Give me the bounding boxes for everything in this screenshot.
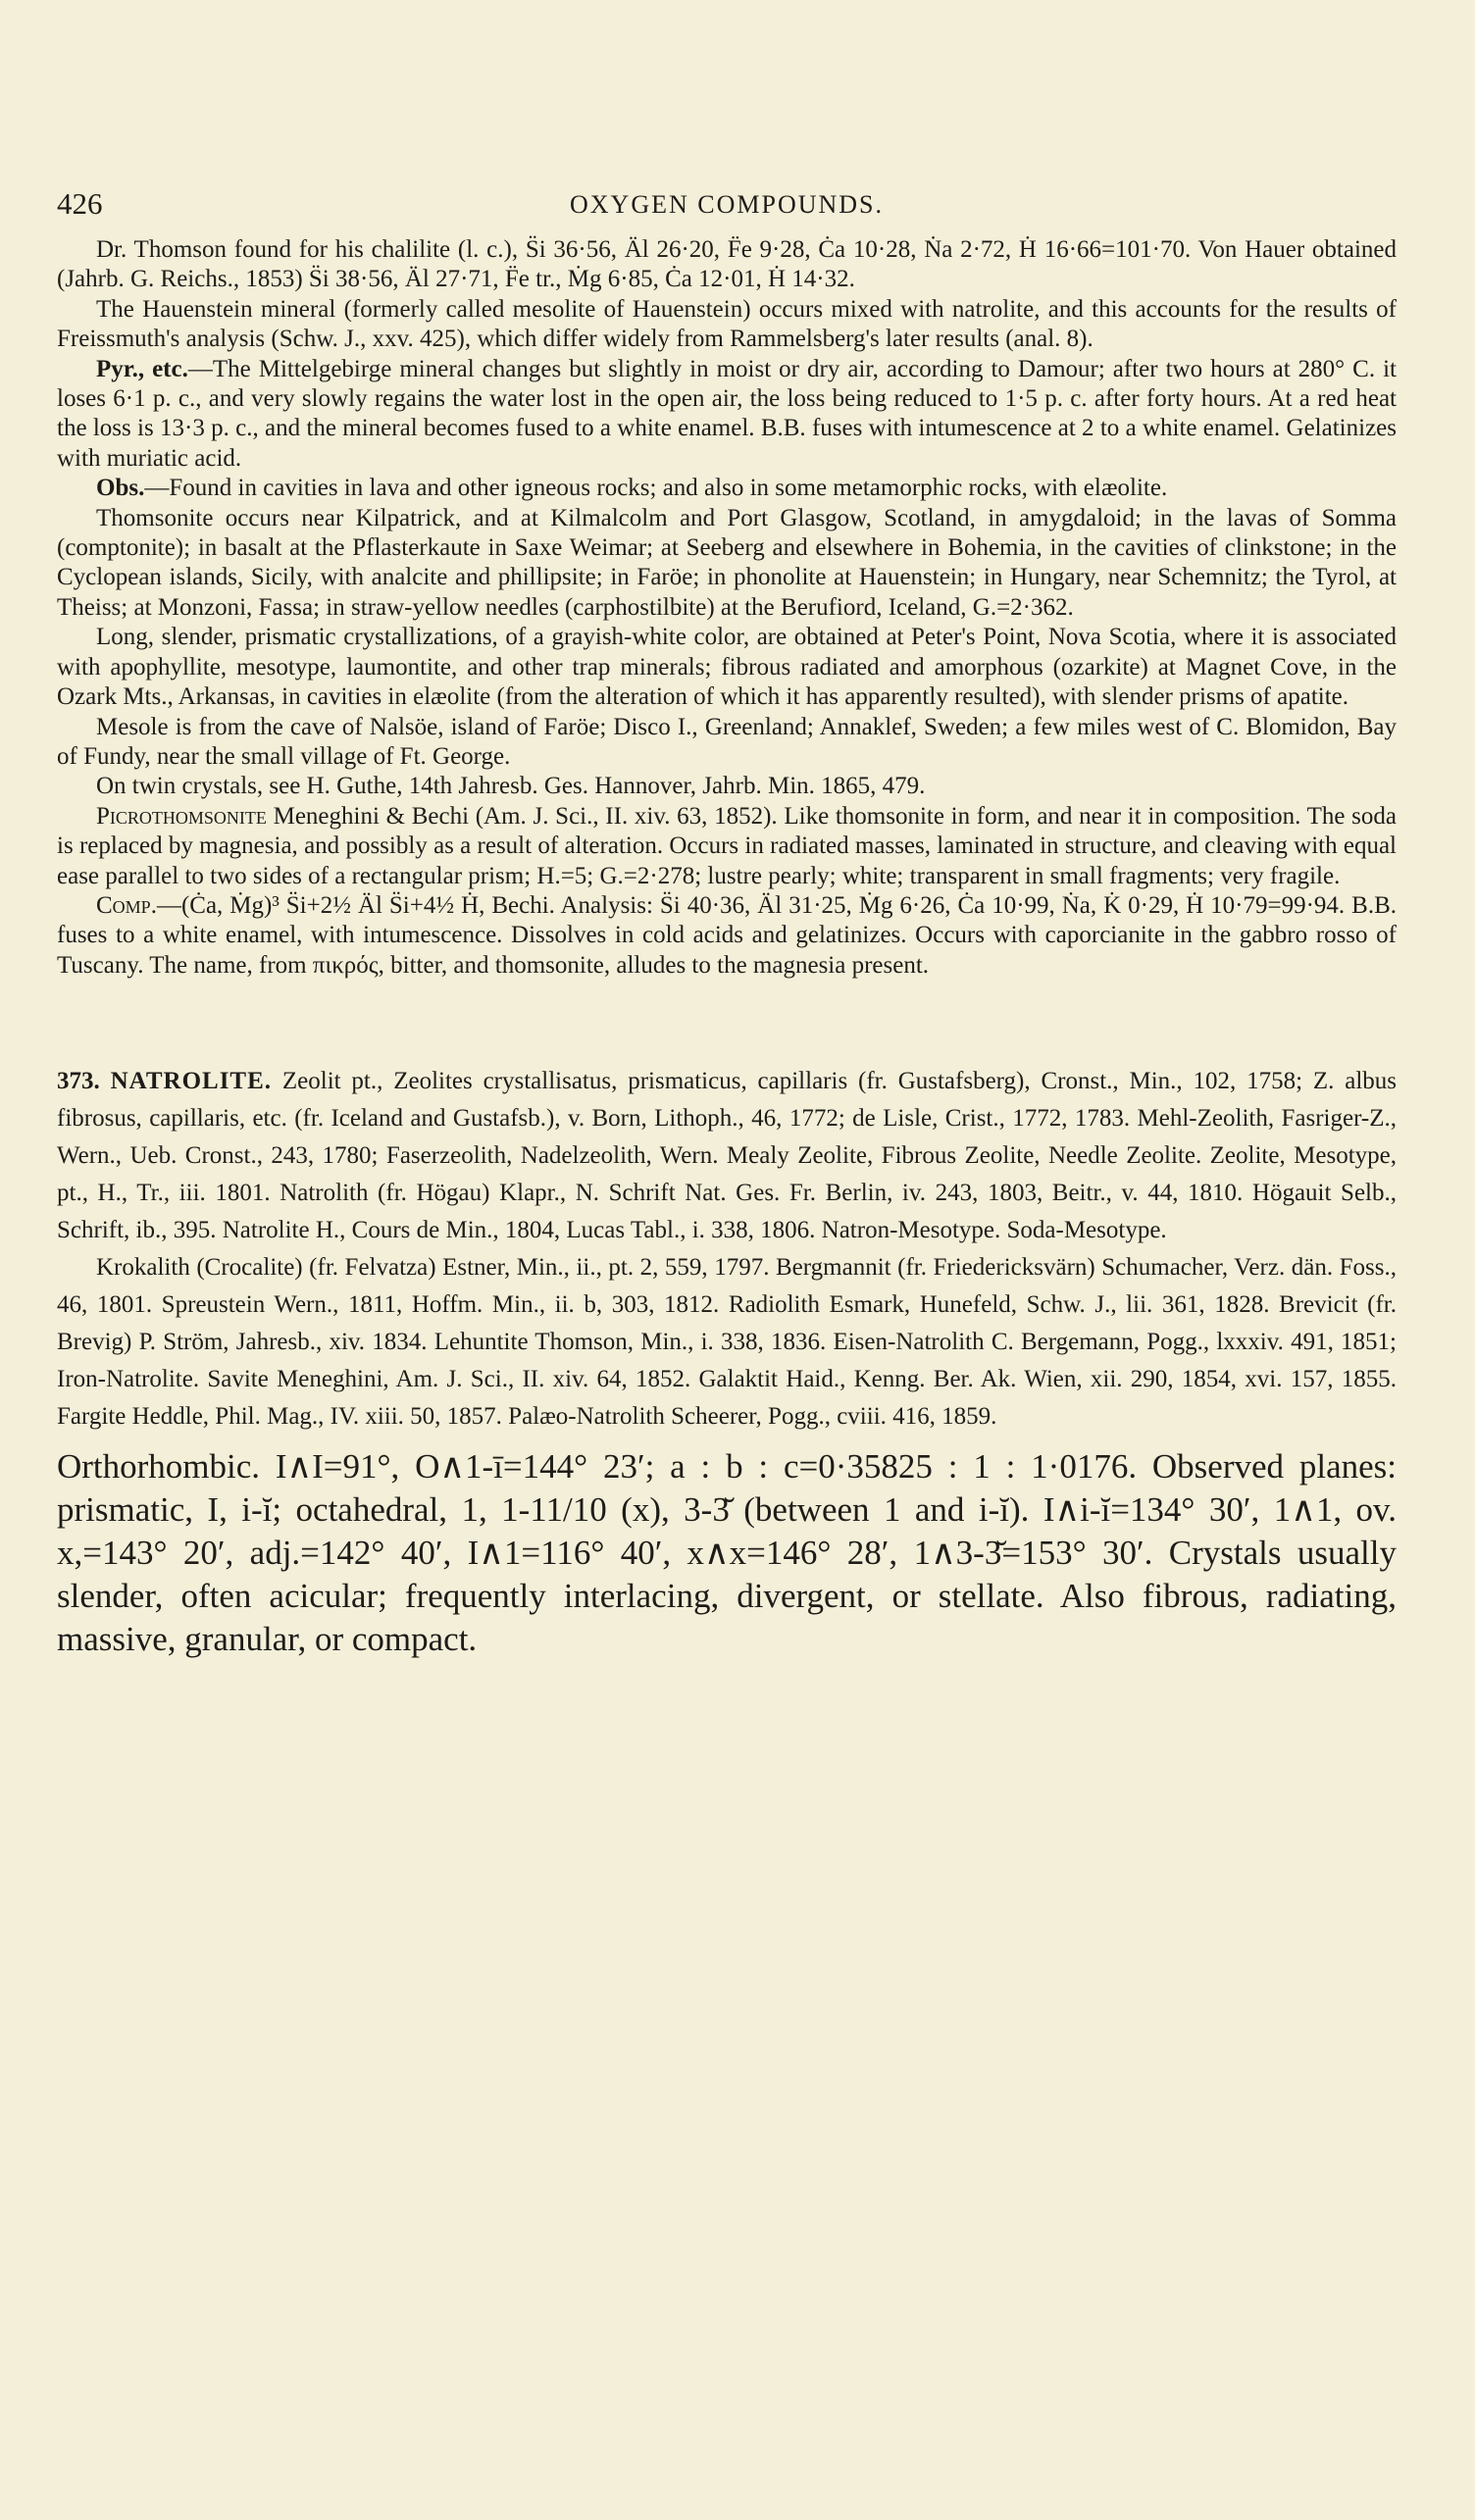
page-header — [57, 186, 1397, 235]
thomsonite-text — [57, 235, 1397, 981]
species-name: NATROLITE. — [110, 1068, 273, 1095]
running-head: OXYGEN COMPOUNDS. — [569, 190, 885, 219]
natrolite-description — [57, 1445, 1397, 1661]
paragraph-composition: Comp.—(Ċa, Ṁg)³ S̈i+2½ Äl S̈i+4½ Ḣ, Bechi. Analysis: S̈i 40·36, Äl 31·25, Ṁg 6·26, Ċa 10·99, Ṅa, K̇ 0·29, Ḣ 10·79=99·94. B.B. fuses to a white enamel, with intumescence. Dissolves in cold acids and gelatinizes. Occurs with caporcianite in the gabbro rosso of Tuscany. The name, from πικρός, bitter, and thomsonite, alludes to the magnesia present. — [57, 891, 1397, 979]
crystal-description: Orthorhombic. I∧I=91°, O∧1-ī=144° 23′; a : b : c=0·35825 : 1 : 1·0176. Observed planes: prismatic, I, i-ĭ; octahedral, 1, 1-11/10 (x), 3-3̆ (between 1 and i-ĭ). I∧i-ĭ=134° 30′, 1∧1, ov. x,=143° 20′, adj.=142° 40′, I∧1=116° 40′, x∧x=146° 28′, 1∧3-3̆=153° 30′. Crystals usually slender, often acicular; frequently interlacing, divergent, or stellate. Also fibrous, radiating, massive, granular, or compact. — [57, 1447, 1397, 1659]
paragraph-hauenstein: The Hauenstein mineral (formerly called mesolite of Hauenstein) occurs mixed with natrolite, and this accounts for the results of Freissmuth's analysis (Schw. J., xxv. 425), which differ widely from Rammelsberg's later results (anal. 8). — [57, 295, 1397, 353]
paragraph-twin-crystals: On twin crystals, see H. Guthe, 14th Jahresb. Ges. Hannover, Jahrb. Min. 1865, 479. — [96, 773, 926, 800]
paragraph-localities: Thomsonite occurs near Kilpatrick, and at Kilmalcolm and Port Glasgow, Scotland, in amygdaloid; in the lavas of Somma (comptonite); in basalt at the Pflasterkaute in Saxe Weimar; at Seeberg and elsewhere in Bohemia, in the cavities of clinkstone; in the Cyclopean islands, Sicily, with analcite and phillipsite; in Faröe; in phonolite at Hauenstein; in Hungary, near Schemnitz; the Tyrol, at Theiss; at Monzoni, Fassa; in straw-yellow needles (carphostilbite) at the Berufiord, Iceland, G.=2·362. — [57, 504, 1397, 621]
synonymy-paragraph-2: Krokalith (Crocalite) (fr. Felvatza) Estner, Min., ii., pt. 2, 559, 1797. Bergmannit (fr. Friedericksvärn) Schumacher, Verz. dän. Foss., 46, 1801. Spreustein Wern., 1811, Hoffm. Min., ii. b, 303, 1812. Radiolith Esmark, Hunefeld, Schw. J., lii. 361, 1828. Brevicit (fr. Brevig) P. Ström, Jahresb., xiv. 1834. Lehuntite Thomson, Min., i. 338, 1836. Eisen-Natrolith C. Bergemann, Pogg., lxxxiv. 491, 1851; Iron-Natrolite. Savite Meneghini, Am. J. Sci., II. xiv. 64, 1852. Galaktit Haid., Kenng. Ber. Ak. Wien, xii. 290, 1854, xvi. 157, 1855. Fargite Heddle, Phil. Mag., IV. xiii. 50, 1857. Palæo-Natrolith Scheerer, Pogg., cviii. 416, 1859. — [57, 1254, 1397, 1431]
paragraph-observations: Obs.—Found in cavities in lava and other igneous rocks; and also in some metamorphic rocks, with elæolite. — [96, 475, 1168, 502]
picrothomsonite-lead: Picrothomsonite — [96, 802, 267, 830]
synonymy-paragraph: 373. NATROLITE. Zeolit pt., Zeolites crystallisatus, prismaticus, capillaris (fr. Gustafsberg), Cronst., Min., 102, 1758; Z. albus fibrosus, capillaris, etc. (fr. Iceland and Gustafsb.), v. Born, Lithoph., 46, 1772; de Lisle, Crist., 1772, 1783. Mehl-Zeolith, Fasriger-Z., Wern., Ueb. Cronst., 243, 1780; Faserzeolith, Nadelzeolith, Wern. Mealy Zeolite, Fibrous Zeolite, Needle Zeolite. Zeolite, Mesotype, pt., H., Tr., iii. 1801. Natrolith (fr. Högau) Klapr., N. Schrift Nat. Ges. Fr. Berlin, iv. 243, 1803, Beitr., v. 44, 1810. Högauit Selb., Schrift, ib., 395. Natrolite H., Cours de Min., 1804, Lucas Tabl., i. 338, 1806. Natron-Mesotype. Soda-Mesotype. — [57, 1068, 1398, 1244]
paragraph-picrothomsonite: Picrothomsonite Meneghini & Bechi (Am. J. Sci., II. xiv. 63, 1852). Like thomsonite in form, and near it in composition. The soda is replaced by magnesia, and possibly as a result of alteration. Occurs in radiated masses, laminated in structure, and cleaving with equal ease parallel to two sides of a rectangular prism; H.=5; G.=2·278; lustre pearly; white; transparent in small fragments; very fragile. — [57, 802, 1397, 889]
natrolite-synonymy — [57, 1063, 1397, 1436]
paragraph-thomson-analysis: Dr. Thomson found for his chalilite (l. c.), S̈i 36·56, Äl 26·20, F̈e 9·28, Ċa 10·28, Ṅa 2·72, Ḣ 16·66=101·70. Von Hauer obtained (Jahrb. G. Reichs., 1853) S̈i 38·56, Äl 27·71, F̈e tr., Ṁg 6·85, Ċa 12·01, Ḣ 14·32. — [57, 236, 1397, 293]
pyr-lead: Pyr., etc. — [96, 355, 188, 382]
page-number: 426 — [57, 186, 103, 221]
obs-lead: Obs. — [96, 475, 145, 502]
paragraph-nova-scotia: Long, slender, prismatic crystallizations, of a grayish-white color, are obtained at Peter's Point, Nova Scotia, where it is associated with apophyllite, mesotype, laumontite, and other trap minerals; fibrous radiated and amorphous (ozarkite) at Magnet Cove, in the Ozark Mts., Arkansas, in cavities in elæolite (from the alteration of which it has apparently resulted), with slender prisms of apatite. — [57, 624, 1397, 711]
comp-lead: Comp. — [96, 891, 157, 919]
species-number: 373. — [57, 1068, 100, 1095]
paragraph-mesole: Mesole is from the cave of Nalsöe, island of Faröe; Disco I., Greenland; Annaklef, Sweden; a few miles west of C. Blomidon, Bay of Fundy, near the small village of Ft. George. — [57, 713, 1397, 770]
paragraph-pyrognostics: Pyr., etc.—The Mittelgebirge mineral changes but slightly in moist or dry air, according to Damour; after two hours at 280° C. it loses 6·1 p. c., and very slowly regains the water lost in the open air, the loss being reduced to 1·5 p. c. after forty hours. At a red heat the loss is 13·3 p. c., and the mineral becomes fused to a white enamel. B.B. fuses with intumescence at 2 to a white enamel. Gelatinizes with muriatic acid. — [57, 355, 1397, 472]
